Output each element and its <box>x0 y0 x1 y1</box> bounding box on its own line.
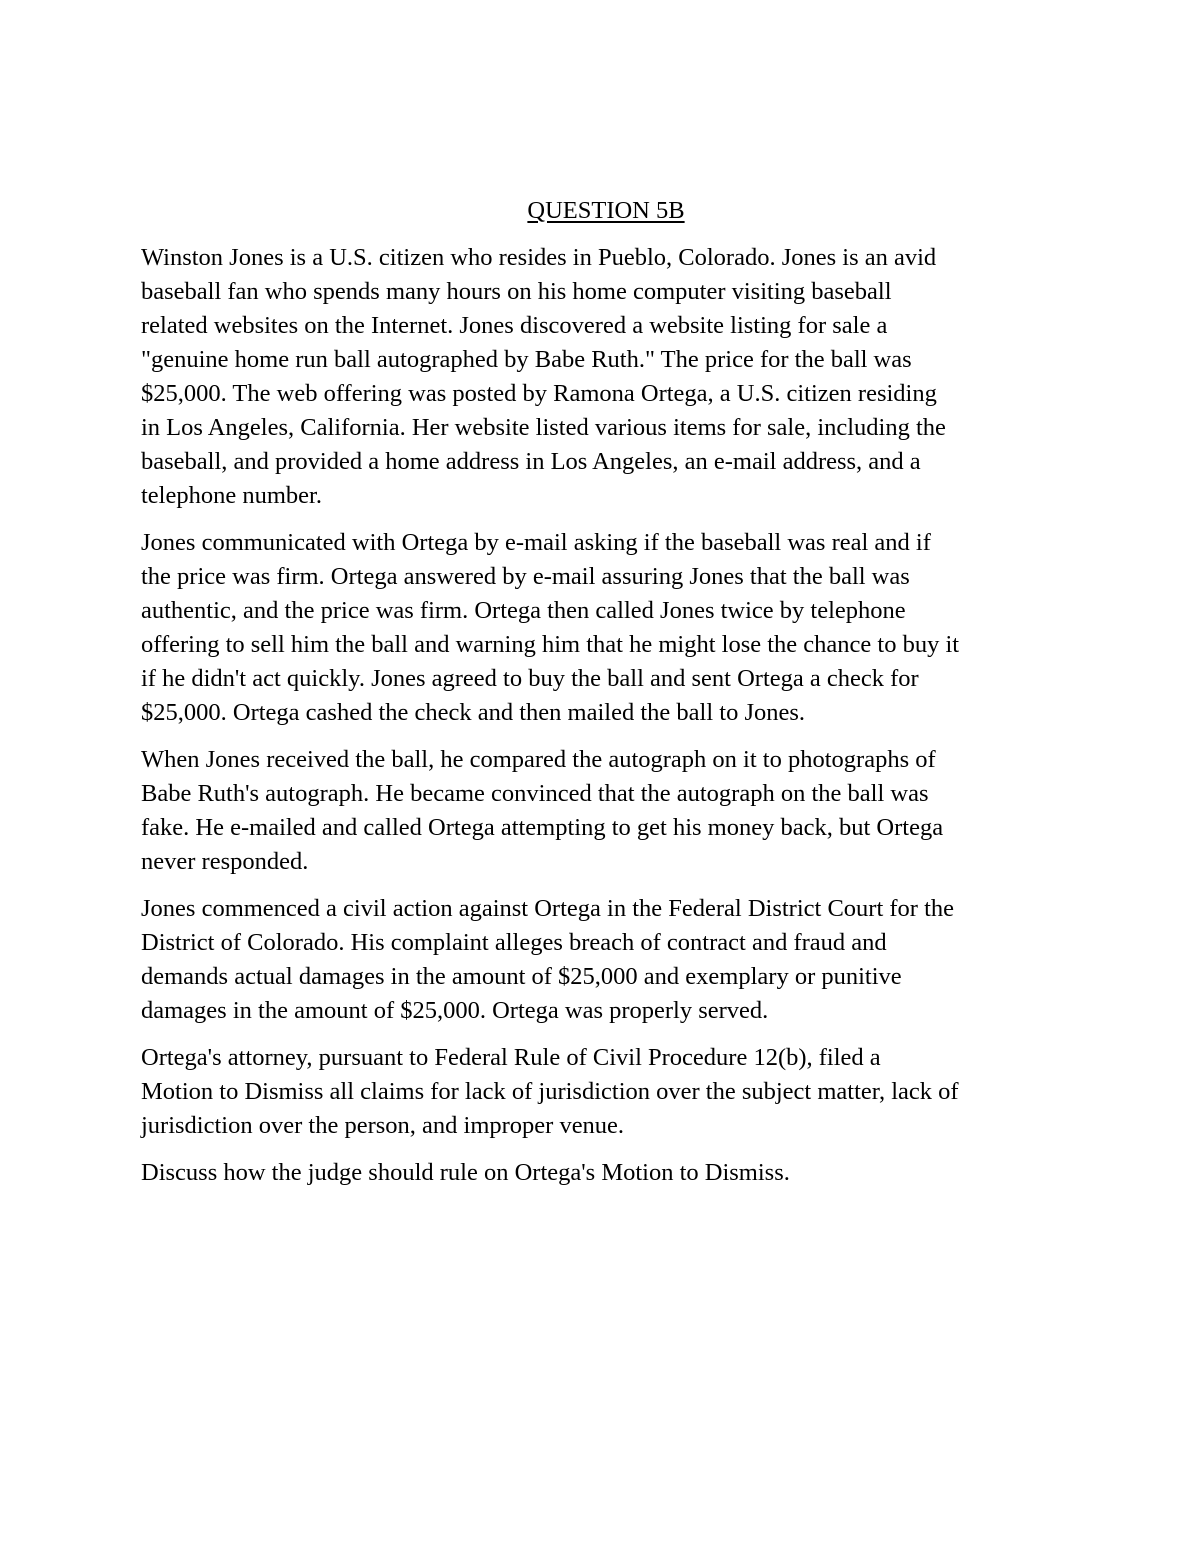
text-line: Motion to Dismiss all claims for lack of jurisdiction over the subject matter, lack of <box>141 1078 959 1105</box>
text-line: jurisdiction over the person, and improper venue. <box>141 1112 625 1139</box>
text-line: offering to sell him the ball and warning him that he might lose the chance to buy it <box>141 631 960 658</box>
text-line: related websites on the Internet. Jones discovered a website listing for sale a <box>141 312 888 339</box>
text-line: District of Colorado. His complaint alleges breach of contract and fraud and <box>141 929 887 956</box>
text-line: When Jones received the ball, he compared the autograph on it to photographs of <box>141 746 936 773</box>
text-line: Babe Ruth's autograph. He became convinced that the autograph on the ball was <box>141 780 929 807</box>
text-line: Jones communicated with Ortega by e-mail asking if the baseball was real and if <box>141 529 931 556</box>
question-title: QUESTION 5B <box>527 197 685 224</box>
paragraph-instruction <box>141 1156 1071 1190</box>
text-line: if he didn't act quickly. Jones agreed to buy the ball and sent Ortega a check for <box>141 665 919 692</box>
document-body <box>141 194 1071 1203</box>
text-line: Jones commenced a civil action against Ortega in the Federal District Court for the <box>141 895 955 922</box>
text-line: authentic, and the price was firm. Ortega then called Jones twice by telephone <box>141 597 906 624</box>
paragraph-communication <box>141 526 1071 730</box>
paragraph-motion <box>141 1041 1071 1143</box>
text-line: never responded. <box>141 848 309 875</box>
text-line: Discuss how the judge should rule on Ortega's Motion to Dismiss. <box>141 1159 790 1186</box>
text-line: $25,000. Ortega cashed the check and then mailed the ball to Jones. <box>141 699 806 726</box>
text-line: Winston Jones is a U.S. citizen who resides in Pueblo, Colorado. Jones is an avid <box>141 244 937 271</box>
text-line: in Los Angeles, California. Her website listed various items for sale, including the <box>141 414 946 441</box>
text-line: damages in the amount of $25,000. Ortega was properly served. <box>141 997 769 1024</box>
text-line: demands actual damages in the amount of $25,000 and exemplary or punitive <box>141 963 902 990</box>
text-line: the price was firm. Ortega answered by e-mail assuring Jones that the ball was <box>141 563 910 590</box>
text-line: $25,000. The web offering was posted by Ramona Ortega, a U.S. citizen residing <box>141 380 937 407</box>
text-line: fake. He e-mailed and called Ortega attempting to get his money back, but Ortega <box>141 814 944 841</box>
paragraph-receipt <box>141 743 1071 879</box>
text-line: baseball fan who spends many hours on his home computer visiting baseball <box>141 278 892 305</box>
paragraph-civil-action <box>141 892 1071 1028</box>
paragraph-facts <box>141 241 1071 513</box>
text-line: telephone number. <box>141 482 322 509</box>
text-line: baseball, and provided a home address in Los Angeles, an e-mail address, and a <box>141 448 921 475</box>
text-line: "genuine home run ball autographed by Babe Ruth." The price for the ball was <box>141 346 912 373</box>
text-line: Ortega's attorney, pursuant to Federal Rule of Civil Procedure 12(b), filed a <box>141 1044 881 1071</box>
